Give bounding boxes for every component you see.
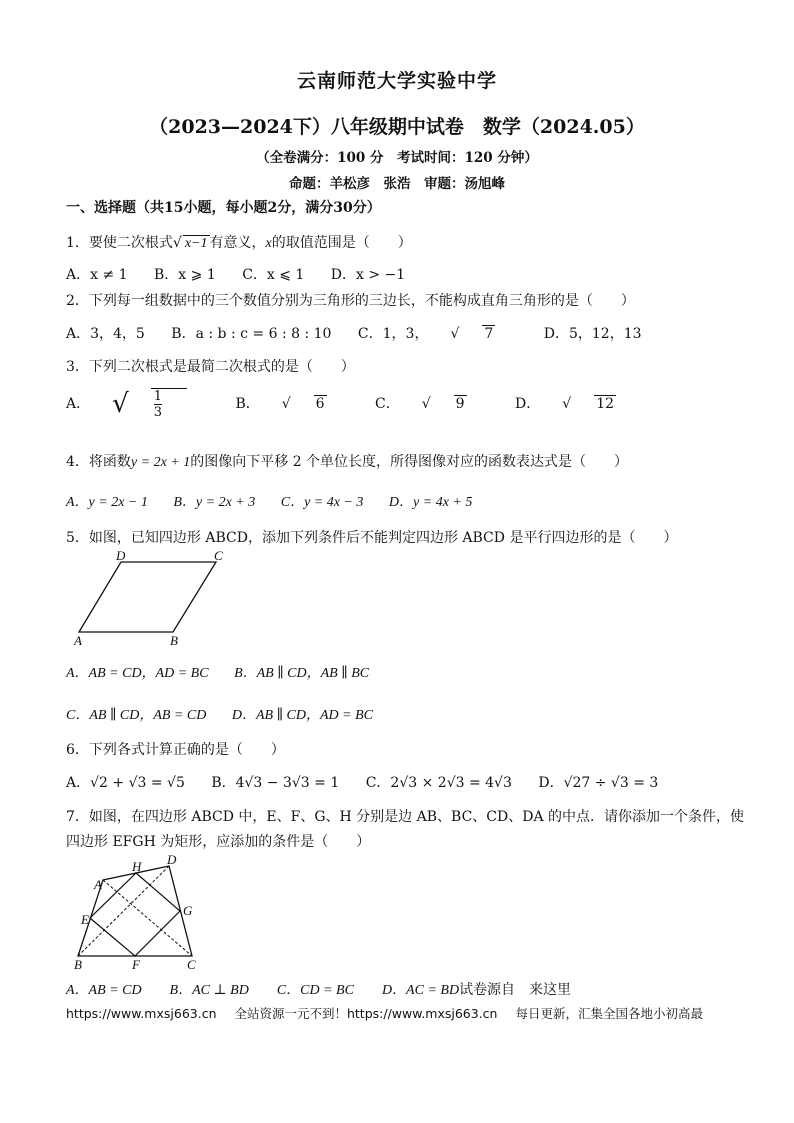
exam-info: （全卷满分：100 分 考试时间：120 分钟） [256, 150, 538, 166]
q1-variable: x [265, 236, 272, 251]
q3-option-c[interactable] [375, 393, 489, 413]
quadrilateral-figure [66, 852, 216, 974]
label-f: F [132, 957, 140, 972]
diagonal-bd [78, 866, 169, 956]
q4-option-d[interactable]: D．y = 4x + 5 [388, 495, 473, 510]
q4-stem-part: 4．将函数 [66, 454, 131, 470]
q1-option-b[interactable]: B．x ⩾ 1 [154, 267, 216, 283]
q5-option-c[interactable]: C．AB ∥ CD，AB = CD [66, 708, 207, 723]
q2-option-c-radicand: 7 [484, 326, 494, 342]
q3-fraction-den: 3 [153, 405, 162, 420]
q5-option-b[interactable]: B．AB ∥ CD，AB ∥ BC [234, 666, 370, 681]
question-7-options [66, 979, 571, 999]
label-d: D [167, 852, 177, 867]
question-6-options [66, 772, 680, 792]
q7-options[interactable]: A．AB = CD B．AC ⊥ BD C．CD = BC D．AC = BD [66, 983, 460, 998]
q6-option-b[interactable]: B．4√3 − 3√3 = 1 [211, 775, 340, 791]
q1-stem-part: 的取值范围是（ ） [271, 235, 412, 251]
label-e: E [81, 912, 89, 927]
q7-options-tail: 试卷源自 来这里 [459, 982, 572, 998]
section-title: 一、选择题（共15小题，每小题2分，满分30分） [66, 200, 381, 216]
q3-option-d-radicand: 12 [596, 396, 615, 412]
question-7-stem-line1: 7．如图，在四边形 ABCD 中，E、F、G、H 分别是边 AB、BC、CD、DA 的中点．请你添加一个条件，使 [66, 809, 745, 825]
q2-option-b[interactable]: B．a : b : c = 6 : 8 : 10 [171, 326, 332, 342]
q4-option-c[interactable]: C．y = 4x − 3 [280, 495, 364, 510]
question-2-stem: 2．下列每一组数据中的三个数值分别为三角形的三边长，不能构成直角三角形的是（ ） [66, 293, 635, 309]
q3-option-a[interactable] [66, 388, 209, 420]
radical-sign: √ [421, 396, 431, 412]
label-d: D [116, 548, 126, 563]
diagonal-ac [103, 880, 192, 956]
label-a: A [94, 877, 102, 892]
label-c: C [187, 957, 196, 972]
label-b: B [170, 633, 178, 648]
q1-option-d[interactable]: D．x > −1 [330, 267, 406, 283]
q6-option-a[interactable]: A．√2 + √3 = √5 [66, 775, 185, 791]
q3-option-b-label: B． [235, 396, 260, 412]
footer-url[interactable]: https://www.mxsj663.cn [66, 1006, 217, 1021]
q3-option-c-radicand: 9 [455, 396, 465, 412]
label-c: C [214, 548, 223, 563]
q6-option-d[interactable]: D．√27 ÷ √3 = 3 [538, 775, 659, 791]
radical-sign: √ [281, 396, 291, 412]
q4-stem-part: 的图像向下平移 2 个单位长度，所得图像对应的函数表达式是（ ） [190, 454, 629, 470]
q3-option-a-label: A． [66, 396, 91, 412]
footer-text-1[interactable]: 全站资源一元不到！https://www.mxsj663.cn [234, 1006, 498, 1021]
school-title: 云南师范大学实验中学 [296, 70, 497, 92]
parallelogram-shape [79, 562, 216, 632]
question-1-options [66, 264, 427, 284]
label-a: A [74, 633, 82, 648]
q3-option-c-label: C． [375, 396, 400, 412]
q5-option-d[interactable]: D．AB ∥ CD，AD = BC [231, 708, 373, 723]
label-g: G [183, 903, 193, 918]
q3-option-b[interactable] [235, 393, 348, 413]
question-4-options [66, 491, 494, 511]
question-2-options [66, 323, 664, 343]
question-4-stem [66, 451, 628, 471]
q4-option-b[interactable]: B．y = 2x + 3 [173, 495, 256, 510]
label-b: B [74, 957, 82, 972]
q3-fraction [151, 388, 187, 420]
q4-option-a[interactable]: A．y = 2x − 1 [66, 495, 148, 510]
radical-sign: √ [112, 389, 129, 419]
radical-sign: √ [450, 326, 460, 342]
label-h: H [132, 859, 142, 874]
q3-fraction-num: 1 [153, 389, 162, 404]
q4-function: y = 2x + 1 [130, 455, 191, 470]
q3-option-d[interactable] [515, 393, 638, 413]
radical-sign: √ [172, 235, 182, 251]
question-5-stem: 5．如图，已知四边形 ABCD，添加下列条件后不能判定四边形 ABCD 是平行四边形的是（ ） [66, 530, 678, 546]
q5-option-a[interactable]: A．AB = CD，AD = BC [66, 666, 209, 681]
quadrilateral-efgh [90, 873, 180, 956]
q1-stem-part: 有意义， [209, 235, 266, 251]
q2-option-a[interactable]: A．3，4，5 [66, 326, 145, 342]
question-7-stem-line2: 四边形 EFGH 为矩形，应添加的条件是（ ） [66, 834, 371, 850]
q3-option-b-radicand: 6 [315, 396, 325, 412]
q1-option-c[interactable]: C．x ⩽ 1 [242, 267, 305, 283]
question-3-stem: 3．下列二次根式是最简二次根式的是（ ） [66, 359, 355, 375]
q3-option-d-label: D． [515, 396, 541, 412]
exam-title: （2023—2024下）八年级期中试卷 数学（2024.05） [149, 116, 645, 138]
exam-authors: 命题：羊松彦 张浩 审题：汤旭峰 [289, 176, 505, 192]
q6-option-c[interactable]: C．2√3 × 2√3 = 4√3 [365, 775, 512, 791]
q2-option-d[interactable]: D．5，12，13 [543, 326, 642, 342]
question-5-options-line1 [66, 662, 391, 682]
page-footer [66, 1004, 717, 1022]
q2-option-c[interactable] [358, 323, 517, 343]
question-5-options-line2 [66, 704, 395, 724]
q2-option-c-text: C．1，3， [357, 326, 429, 342]
footer-text-2: 每日更新，汇集全国各地小初高最 [515, 1006, 703, 1021]
q1-option-a[interactable]: A．x ≠ 1 [66, 267, 128, 283]
question-6-stem: 6．下列各式计算正确的是（ ） [66, 742, 285, 758]
parallelogram-figure [66, 548, 236, 648]
question-1-stem [66, 232, 412, 252]
q1-radicand: x−1 [184, 236, 208, 251]
q1-stem-part: 1．要使二次根式 [66, 235, 173, 251]
question-3-options [66, 388, 660, 420]
radical-sign: √ [562, 396, 572, 412]
